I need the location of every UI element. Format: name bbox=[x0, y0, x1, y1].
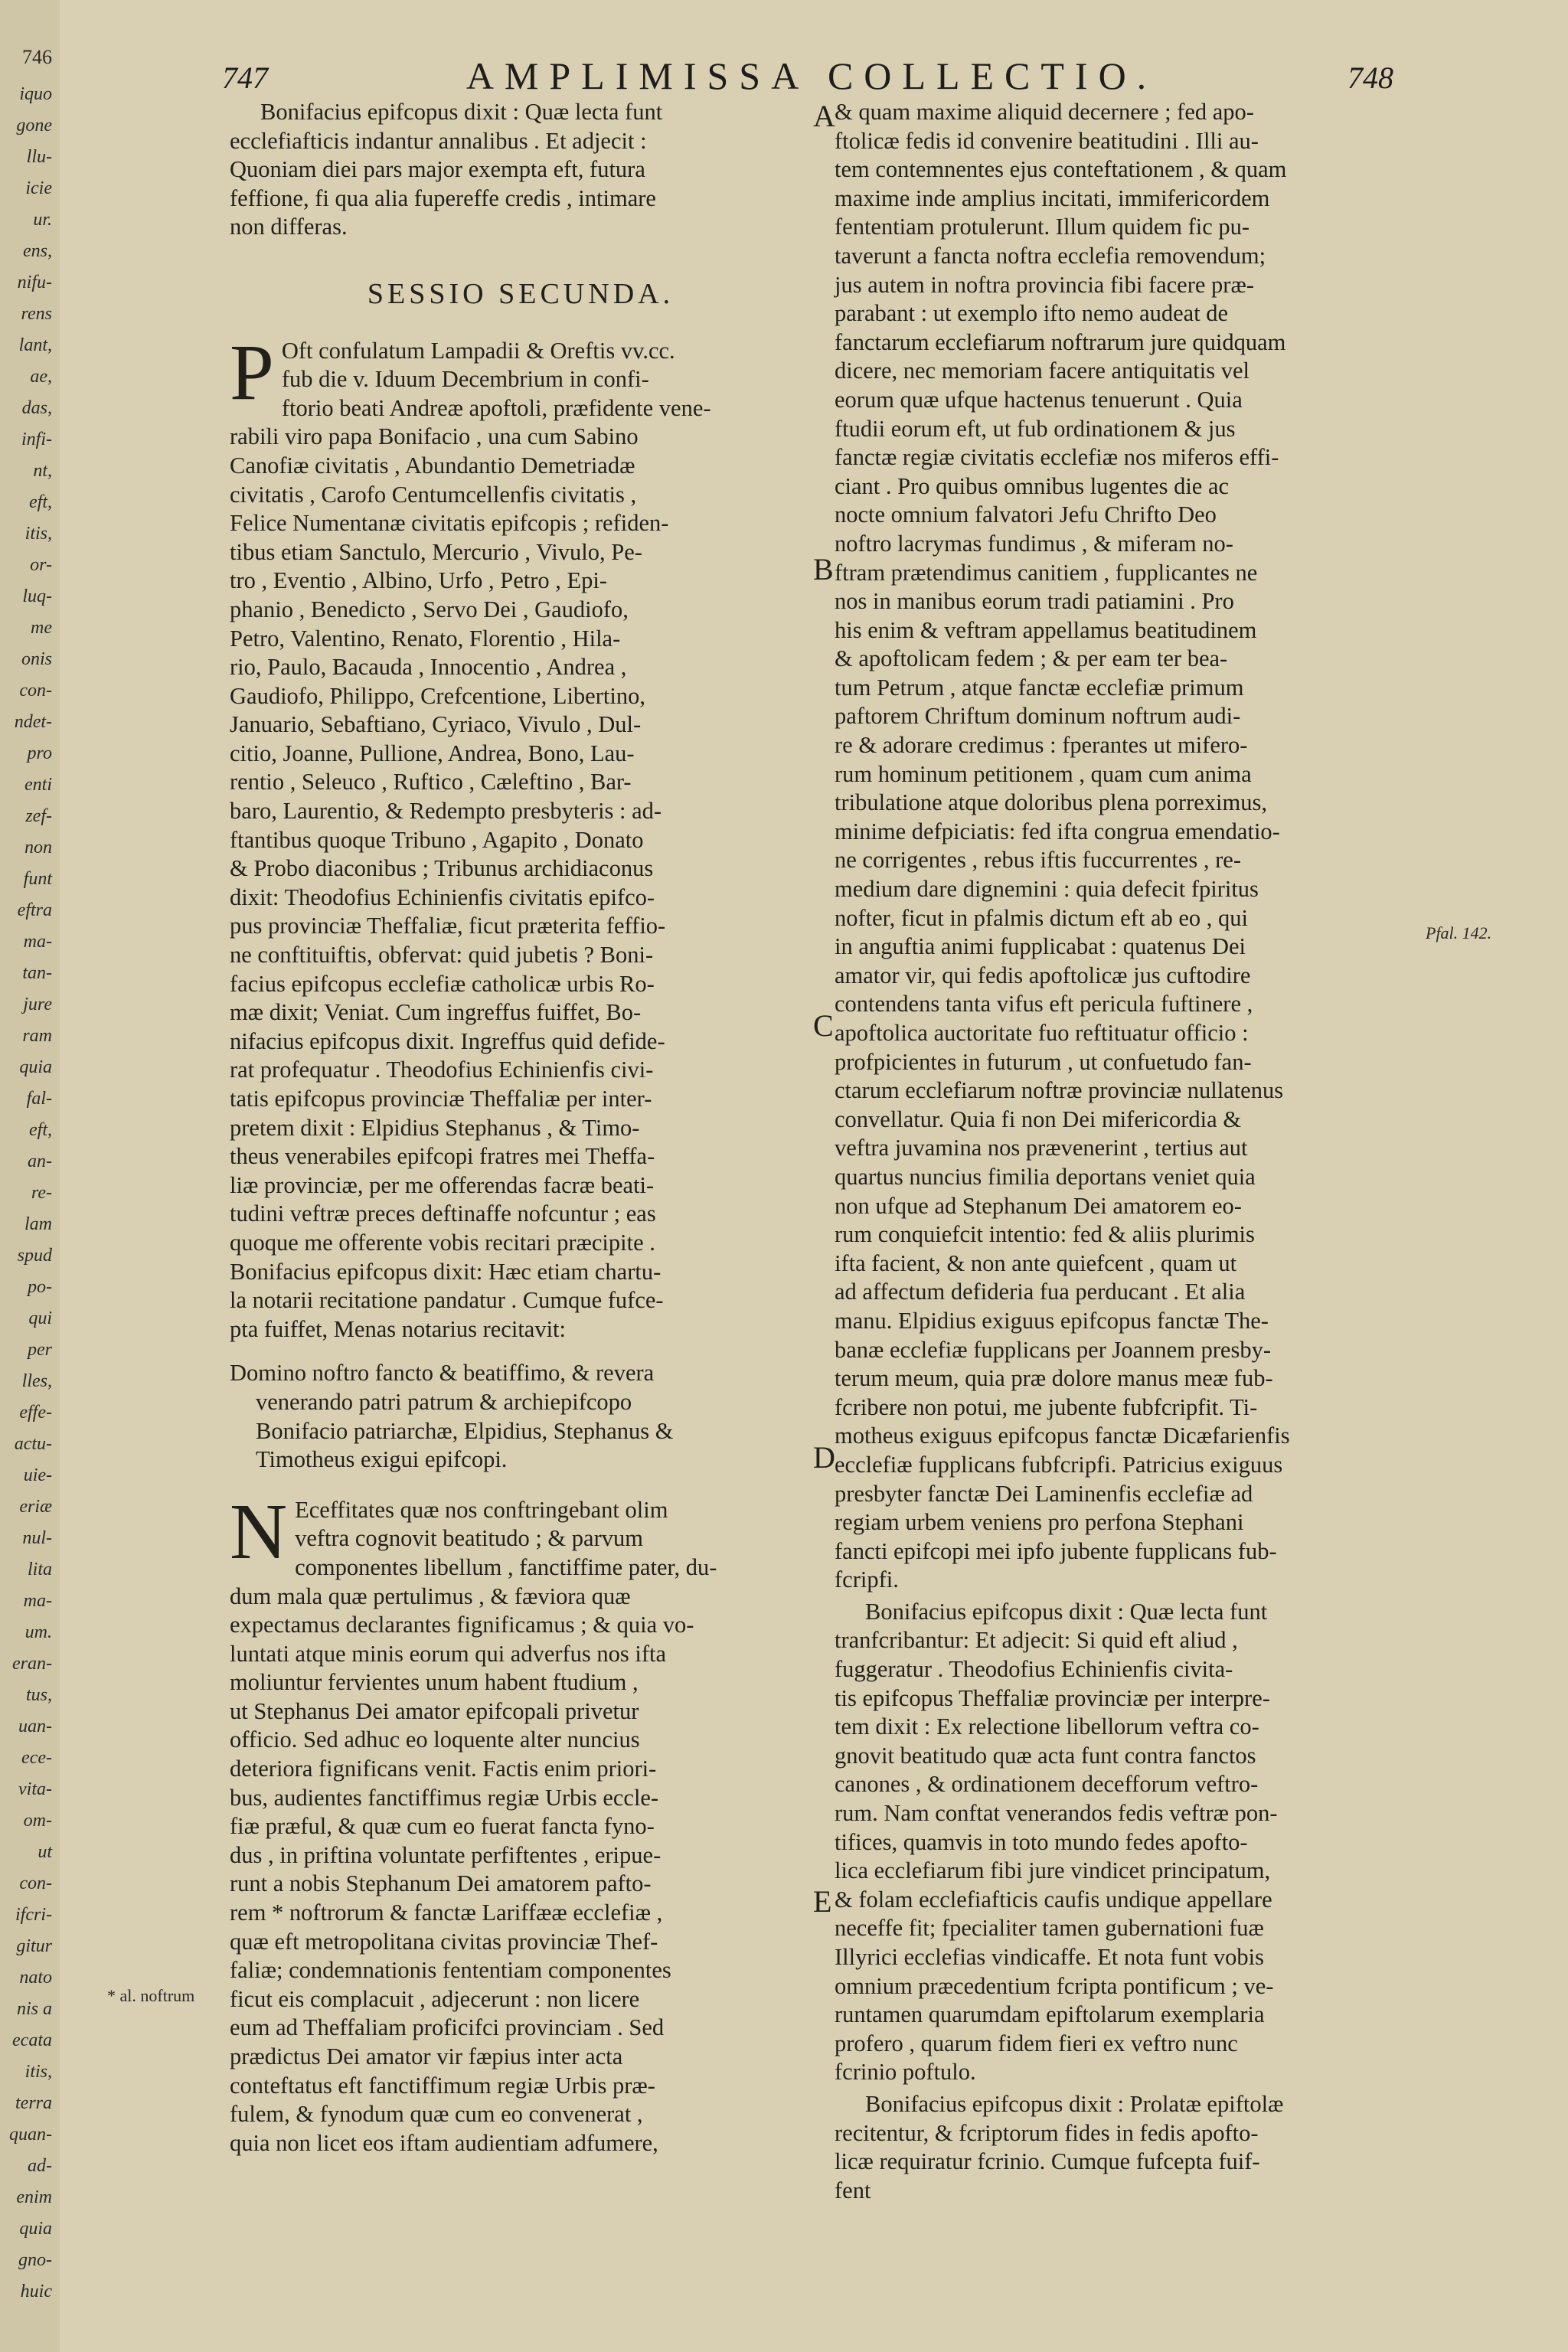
text-line: eum ad Theffaliam proficifci provinciam . Sed bbox=[230, 2014, 665, 2041]
text-line: tro , Eventio , Albino, Urfo , Petro , Epi- bbox=[230, 567, 608, 594]
previous-page-fragment: ur. bbox=[33, 210, 52, 230]
previous-page-fragment: llu- bbox=[26, 147, 52, 167]
text-line: ne corrigentes , rebus iftis fuccurrentes , re- bbox=[835, 847, 1241, 874]
previous-page-fragment: terra bbox=[15, 2093, 52, 2113]
text-line: feffione, fi qua alia fupereffe credis , intimare bbox=[230, 185, 656, 211]
letter-continuation bbox=[835, 98, 1416, 1595]
text-line: moliuntur fervientes unum habent ftudium , bbox=[230, 1669, 639, 1696]
previous-page-fragment: lles, bbox=[21, 1371, 52, 1391]
text-line: runtamen quarumdam epiftolarum exemplaria bbox=[835, 2001, 1265, 2028]
text-line: Gaudiofo, Philippo, Crefcentione, Libertino, bbox=[230, 682, 645, 709]
previous-page-fragment: gone bbox=[16, 116, 52, 136]
text-line: ftantibus quoque Tribuno , Agapito , Donato bbox=[230, 826, 644, 853]
text-line: profero , quarum fidem fieri ex veftro nunc bbox=[835, 2030, 1238, 2056]
running-title: AMPLIMISSA COLLECTIO. bbox=[466, 54, 1158, 97]
previous-page-fragment: nifu- bbox=[17, 273, 52, 292]
previous-page-fragment: eriæ bbox=[19, 1497, 52, 1517]
section-letter-b: B bbox=[813, 552, 834, 586]
text-line: fulem, & fynodum quæ cum eo convenerat , bbox=[230, 2101, 643, 2128]
previous-page-number: 746 bbox=[22, 46, 52, 68]
previous-page-fragment: ens, bbox=[23, 241, 52, 261]
previous-page-fragment: iquo bbox=[19, 84, 52, 104]
text-line: licæ requiratur fcrinio. Cumque fufcepta fuif- bbox=[835, 2148, 1260, 2175]
previous-page-fragment: pro bbox=[27, 743, 52, 763]
text-line: pus provinciæ Theffaliæ, ficut præterita feffio- bbox=[230, 913, 666, 939]
text-line: componentes libellum , fanctiffime pater, du- bbox=[295, 1553, 717, 1580]
text-line: recitentur, & fcriptorum fides in fedis apofto- bbox=[835, 2119, 1259, 2146]
text-line: dixit: Theodofius Echinienfis civitatis epifco- bbox=[230, 884, 655, 910]
text-line: ftram prætendimus canitiem , fupplicantes ne bbox=[835, 559, 1258, 586]
text-line: ftorio beati Andreæ apoftoli, præfidente vene- bbox=[281, 394, 711, 421]
previous-page-fragment: con- bbox=[19, 681, 52, 701]
text-line: maxime inde amplius incitati, immifericordem bbox=[835, 185, 1270, 211]
previous-page-fragment: nis a bbox=[16, 1999, 52, 2019]
previous-page-fragment: uie- bbox=[23, 1465, 52, 1485]
text-line: contendens tanta vifus eft pericula fuftinere , bbox=[835, 991, 1253, 1018]
text-line: ftudii eorum eft, ut fub ordinationem & jus bbox=[835, 415, 1236, 442]
text-line: Bonifacius epifcopus dixit : Prolatæ epiftolæ bbox=[865, 2090, 1284, 2117]
text-line: regiam urbem veniens pro perfona Stephani bbox=[835, 1509, 1244, 1536]
text-line: tatis epifcopus provinciæ Theffaliæ per inter- bbox=[230, 1086, 652, 1112]
previous-page-fragment: gno- bbox=[18, 2250, 52, 2270]
previous-page-fragment: tan- bbox=[22, 963, 52, 983]
previous-page-fragment: enti bbox=[24, 775, 52, 795]
text-line: theus venerabiles epifcopi fratres mei Theffa- bbox=[230, 1143, 655, 1170]
text-line: fcribere non potui, me jubente fubfcripfit. Ti- bbox=[835, 1393, 1258, 1420]
text-line: ecclefiafticis indantur annalibus . Et adjecit : bbox=[230, 127, 647, 154]
text-line: non differas. bbox=[230, 214, 348, 240]
text-line: eorum quæ ufque hactenus tenuerunt . Quia bbox=[835, 386, 1243, 413]
previous-page-fragment: con- bbox=[19, 1873, 52, 1893]
section-letter-c: C bbox=[813, 1008, 834, 1043]
text-line: ifta facient, & non ante quiefcent , quam ut bbox=[835, 1250, 1237, 1276]
previous-page-fragment: per bbox=[28, 1340, 52, 1360]
previous-page-fragment: me bbox=[31, 618, 52, 638]
text-line: Bonifacio patriarchæ, Elpidius, Stephanus & bbox=[256, 1417, 674, 1444]
previous-page-fragment: das, bbox=[21, 398, 52, 418]
previous-page-edge bbox=[0, 0, 62, 2352]
previous-page-fragment: ad- bbox=[28, 2156, 52, 2176]
text-line: liæ provinciæ, per me offerendas facræ beati- bbox=[230, 1171, 655, 1198]
text-line: jus autem in noftra provincia fibi facere præ- bbox=[835, 271, 1254, 298]
text-line: prædictus Dei amator vir fæpius inter acta bbox=[230, 2043, 623, 2069]
text-line: faliæ; condemnationis fententiam componentes bbox=[230, 1957, 671, 1984]
previous-page-fragment: nul- bbox=[22, 1528, 52, 1548]
text-line: apoftolica auctoritate fuo reftituatur officio : bbox=[835, 1020, 1249, 1046]
previous-page-fragment: ma- bbox=[23, 932, 52, 952]
text-line: & quam maxime aliquid decernere ; fed apo- bbox=[835, 99, 1254, 125]
text-line: fuggeratur . Theodofius Echinienfis civita- bbox=[835, 1656, 1233, 1683]
text-line: Canofiæ civitatis , Abundantio Demetriadæ bbox=[230, 452, 635, 479]
text-line: ficut eis complacuit , adjecerunt : non licere bbox=[230, 1985, 640, 2012]
text-line: canones , & ordinationem decefforum veftro- bbox=[835, 1771, 1259, 1798]
previous-page-fragment: ut bbox=[38, 1842, 52, 1862]
text-line: Bonifacius epifcopus dixit : Quæ lecta funt bbox=[260, 99, 663, 125]
text-line: nofter, ficut in pfalmis dictum eft ab eo , qui bbox=[835, 904, 1249, 931]
text-line: rat profequatur . Theodofius Echinienfis civi- bbox=[230, 1057, 654, 1083]
variant-reading-note: * al. noftrum bbox=[107, 1986, 195, 2005]
text-line: dus , in priftina voluntate perfiftentes , eripue- bbox=[230, 1841, 662, 1868]
text-line: rum conquiefcit intentio: fed & aliis plurimis bbox=[835, 1221, 1255, 1248]
text-line: tibus etiam Sanctulo, Mercurio , Vivulo, Pe- bbox=[230, 538, 642, 565]
text-line: fanctæ regiæ civitatis ecclefiæ nos miferos effi- bbox=[835, 444, 1279, 471]
text-line: veftra juvamina nos prævenerint , tertius aut bbox=[835, 1135, 1248, 1161]
previous-page-fragment: enim bbox=[16, 2187, 52, 2207]
letter-address bbox=[230, 1359, 812, 1474]
text-line: presbyter fanctæ Dei Laminenfis ecclefiæ ad bbox=[835, 1480, 1253, 1507]
text-line: baro, Laurentio, & Redempto presbyteris : ad- bbox=[230, 798, 662, 825]
previous-page-fragment: re- bbox=[31, 1183, 52, 1203]
text-line: pta fuiffet, Menas notarius recitavit: bbox=[230, 1315, 567, 1342]
previous-page-fragment: icie bbox=[25, 178, 52, 198]
text-line: gnovit beatitudo quæ acta funt contra fanctos bbox=[835, 1742, 1256, 1769]
text-line: non ufque ad Stephanum Dei amatorem eo- bbox=[835, 1192, 1242, 1219]
text-line: & Probo diaconibus ; Tribunus archidiaconus bbox=[230, 855, 654, 882]
previous-page-fragment: nt, bbox=[33, 461, 52, 481]
previous-page-fragment: om- bbox=[23, 1811, 52, 1831]
text-line: rentio , Seleuco , Ruftico , Cæleftino , Bar- bbox=[230, 769, 632, 795]
intro-paragraph bbox=[230, 98, 812, 242]
previous-page-fragment: nato bbox=[19, 1968, 52, 1988]
text-line: fententiam protulerunt. Illum quidem fic pu- bbox=[835, 214, 1250, 240]
text-line: conteftatus eft fanctiffimum regiæ Urbis præ- bbox=[230, 2072, 655, 2099]
previous-page-fragment: ndet- bbox=[14, 712, 52, 732]
text-line: his enim & veftram appellamus beatitudinem bbox=[835, 616, 1257, 643]
previous-page-fragment: onis bbox=[21, 649, 52, 669]
previous-page-fragment: uan- bbox=[18, 1717, 52, 1736]
text-line: phanio , Benedicto , Servo Dei , Gaudiofo, bbox=[230, 596, 629, 622]
text-line: nocte omnium falvatori Jefu Chrifto Deo bbox=[835, 501, 1217, 528]
previous-page-fragment: or- bbox=[30, 555, 52, 575]
text-line: fancti epifcopi mei ipfo jubente fupplicans fub- bbox=[835, 1537, 1277, 1564]
left-column bbox=[230, 98, 812, 2158]
text-line: dum mala quæ pertulimus , & fæviora quæ bbox=[230, 1583, 631, 1609]
text-line: Bonifacius epifcopus dixit : Quæ lecta funt bbox=[865, 1598, 1268, 1625]
text-line: ftolicæ fedis id convenire beatitudini . Illi au- bbox=[835, 127, 1259, 154]
previous-page-fragment: eran- bbox=[12, 1654, 52, 1674]
text-line: venerando patri patrum & archiepifcopo bbox=[256, 1388, 632, 1415]
previous-page-fragment: itis, bbox=[24, 2062, 52, 2082]
text-line: neceffe fit; fpecialiter tamen gubernationi fuæ bbox=[835, 1915, 1264, 1942]
previous-page-fragment: tus, bbox=[25, 1685, 52, 1705]
text-line: amator vir, qui fedis apoftolicæ jus cuftodire bbox=[835, 962, 1251, 988]
text-line: fcripfi. bbox=[835, 1566, 899, 1593]
text-line: runt a nobis Stephanum Dei amatorem pafto- bbox=[230, 1870, 652, 1897]
text-line: fub die v. Iduum Decembrium in confi- bbox=[281, 366, 649, 393]
text-line: tribulatione atque doloribus plena porreximus, bbox=[835, 789, 1267, 816]
text-line: la notarii recitatione pandatur . Cumque fufce- bbox=[230, 1287, 664, 1314]
text-line: in anguftia animi fupplicabat : quatenus Dei bbox=[835, 933, 1246, 960]
previous-page-fragment: vita- bbox=[18, 1779, 52, 1799]
text-line: ecclefiæ fupplicans fubfcripfi. Patricius exiguus bbox=[835, 1451, 1283, 1478]
drop-cap-n: N bbox=[230, 1487, 288, 1576]
text-line: nifacius epifcopus dixit. Ingreffus quid defide- bbox=[230, 1027, 665, 1054]
text-line: facius epifcopus ecclefiæ catholicæ urbis Ro- bbox=[230, 970, 655, 997]
text-line: fanctarum ecclefiarum noftrarum jure quidquam bbox=[835, 328, 1286, 355]
text-line: ciant . Pro quibus omnibus lugentes die ac bbox=[835, 472, 1230, 499]
previous-page-fragment: non bbox=[24, 838, 52, 858]
text-line: tranfcribantur: Et adjecit: Si quid eft aliud , bbox=[835, 1627, 1238, 1654]
text-line: fent bbox=[835, 2177, 871, 2203]
previous-page-fragment: quia bbox=[19, 2219, 52, 2239]
previous-page-fragment: effe- bbox=[19, 1403, 52, 1423]
previous-page-fragment: um. bbox=[24, 1622, 52, 1642]
text-line: medium dare dignemini : quia defecit fpiritus bbox=[835, 876, 1259, 903]
text-line: banæ ecclefiæ fupplicans per Joannem presby- bbox=[835, 1336, 1271, 1363]
previous-page-fragment: lam bbox=[24, 1214, 52, 1234]
text-line: tudini veftræ preces deftinaffe nofcuntur ; eas bbox=[230, 1200, 656, 1227]
text-line: motheus exiguus epifcopus fanctæ Dicæfarienfis bbox=[835, 1423, 1290, 1449]
text-line: Felice Numentanæ civitatis epifcopis ; refiden- bbox=[230, 510, 669, 537]
letter-paragraph bbox=[230, 1487, 812, 2158]
text-line: minime defpiciatis: fed ifta congrua emendatio- bbox=[835, 818, 1280, 844]
session-paragraph bbox=[230, 328, 812, 1344]
text-line: officio. Sed adhuc eo loquente alter nuncius bbox=[230, 1726, 640, 1753]
previous-page-fragment: ece- bbox=[21, 1748, 52, 1768]
previous-page-fragment: ae, bbox=[30, 367, 52, 387]
text-line: profpicientes in futurum , ut confuetudo fan- bbox=[835, 1048, 1252, 1075]
text-line: noftro lacrymas fundimus , & miferam no- bbox=[835, 530, 1233, 557]
text-line: ut Stephanus Dei amator epifcopali privetur bbox=[230, 1697, 639, 1724]
right-column bbox=[835, 98, 1416, 2205]
previous-page-fragment: ram bbox=[22, 1026, 52, 1046]
previous-page-fragment: eftra bbox=[17, 900, 52, 920]
text-line: veftra cognovit beatitudo ; & parvum bbox=[295, 1525, 643, 1552]
text-line: manu. Elpidius exiguus epifcopus fanctæ The- bbox=[835, 1307, 1269, 1334]
text-line: nos in manibus eorum tradi patiamini . Pro bbox=[835, 588, 1234, 615]
text-line: luntati atque minis eorum qui adverfus nos ifta bbox=[230, 1640, 667, 1667]
text-line: paftorem Chriftum dominum noftrum audi- bbox=[835, 703, 1241, 730]
text-line: rabili viro papa Bonifacio , una cum Sabino bbox=[230, 423, 639, 450]
previous-page-fragment: quan- bbox=[9, 2125, 52, 2145]
text-line: Timotheus exigui epifcopi. bbox=[256, 1446, 508, 1473]
text-line: Illyrici ecclefias vindicaffe. Et nota funt vobis bbox=[835, 1944, 1264, 1970]
text-line: bus, audientes fanctiffimus regiæ Urbis eccle- bbox=[230, 1784, 659, 1811]
text-line: omnium præcedentium fcripta pontificum ; ve- bbox=[835, 1972, 1274, 1999]
text-line: re & adorare credimus : fperantes ut mifero- bbox=[835, 732, 1248, 759]
text-line: rio, Paulo, Bacauda , Innocentio , Andrea , bbox=[230, 654, 627, 681]
text-line: ne conftituiftis, obfervat: quid jubetis ? Boni- bbox=[230, 942, 654, 969]
text-line: Bonifacius epifcopus dixit: Hæc etiam chartu- bbox=[230, 1258, 662, 1285]
text-line: Oft confulatum Lampadii & Oreftis vv.cc. bbox=[281, 337, 675, 364]
previous-page-fragment: eft, bbox=[29, 492, 52, 512]
previous-page-fragment: rens bbox=[21, 304, 52, 324]
text-line: deteriora fignificans venit. Factis enim priori- bbox=[230, 1756, 657, 1782]
text-line: expectamus declarantes fignificamus ; & quia vo- bbox=[230, 1612, 694, 1638]
text-line: tem contemnentes ejus conteftationem , & quam bbox=[835, 156, 1287, 183]
text-line: & folam ecclefiafticis caufis undique appellare bbox=[835, 1886, 1272, 1913]
text-line: civitatis , Carofo Centumcellenfis civitatis , bbox=[230, 481, 637, 508]
text-line: quoque me offerente vobis recitari præcipite . bbox=[230, 1229, 655, 1256]
text-line: fiæ præful, & quæ cum eo fuerat fancta fyno- bbox=[230, 1813, 655, 1840]
bonifacius-reply-paragraph bbox=[835, 1598, 1416, 2087]
text-line: tum Petrum , atque fanctæ ecclefiæ primum bbox=[835, 674, 1244, 701]
text-line: dicere, nec memoriam facere antiquitatis vel bbox=[835, 358, 1250, 384]
previous-page-fragment: ifcri- bbox=[15, 1905, 52, 1925]
text-line: convellatur. Quia fi non Dei mifericordia & bbox=[835, 1106, 1242, 1132]
previous-page-fragment: jure bbox=[23, 995, 52, 1014]
text-line: citio, Joanne, Pullione, Andrea, Bono, Lau- bbox=[230, 740, 635, 766]
section-letter-e: E bbox=[813, 1884, 832, 1919]
text-line: rum. Nam conftat venerandos fedis veftræ pon- bbox=[835, 1800, 1278, 1827]
previous-page-fragment: eft, bbox=[29, 1120, 52, 1140]
previous-page-fragment: gitur bbox=[16, 1936, 52, 1956]
text-line: ad affectum defideria fua perducant . Et alia bbox=[835, 1279, 1246, 1305]
text-line: mæ dixit; Veniat. Cum ingreffus fuiffet, Bo- bbox=[230, 999, 642, 1026]
text-line: tem dixit : Ex relectione libellorum veftra co- bbox=[835, 1713, 1259, 1740]
epistles-paragraph bbox=[835, 2090, 1416, 2205]
previous-page-fragment: funt bbox=[23, 869, 52, 889]
previous-page-fragment: zef- bbox=[25, 806, 52, 826]
text-line: lica ecclefiarum fibi jure vindicet principatum, bbox=[835, 1857, 1271, 1884]
text-line: rem * noftrorum & fanctæ Lariffææ ecclefiæ , bbox=[230, 1900, 663, 1926]
psalm-reference-note: Pfal. 142. bbox=[1426, 923, 1492, 942]
previous-page-fragment: qui bbox=[28, 1308, 52, 1328]
text-line: taverunt a fancta noftra ecclefia removendum; bbox=[835, 242, 1266, 269]
right-page-number: 748 bbox=[1348, 60, 1393, 95]
text-line: terum meum, quia præ dolore manus meæ fub- bbox=[835, 1365, 1273, 1392]
text-line: fcrinio poftulo. bbox=[835, 2059, 976, 2086]
text-line: Quoniam diei pars major exempta eft, futura bbox=[230, 156, 645, 183]
text-line: & apoftolicam fedem ; & per eam ter bea- bbox=[835, 645, 1228, 672]
previous-page-fragment: infi- bbox=[21, 430, 52, 449]
previous-page-fragment: quia bbox=[19, 1057, 52, 1077]
text-line: tifices, quamvis in toto mundo fedes apofto- bbox=[835, 1828, 1248, 1855]
previous-page-fragment: actu- bbox=[14, 1434, 52, 1454]
previous-page-fragment: an- bbox=[28, 1152, 52, 1171]
text-line: quartus nuncius fimilia deportans veniet quia bbox=[835, 1163, 1256, 1190]
section-letter-d: D bbox=[813, 1440, 835, 1475]
text-line: ctarum ecclefiarum noftræ provinciæ nullatenus bbox=[835, 1077, 1284, 1104]
text-line: Eceffitates quæ nos conftringebant olim bbox=[295, 1496, 668, 1523]
text-line: quia non licet eos iftam audientiam adfumere, bbox=[230, 2129, 658, 2156]
text-line: Januario, Sebaftiano, Cyriaco, Vivulo , Dul- bbox=[230, 711, 642, 738]
previous-page-fragment: luq- bbox=[22, 586, 52, 606]
text-line: Petro, Valentino, Renato, Florentio , Hila- bbox=[230, 625, 621, 652]
text-line: tis epifcopus Theffaliæ provinciæ per interpre- bbox=[835, 1684, 1270, 1711]
previous-page-fragment: itis, bbox=[24, 524, 52, 544]
drop-cap-p: P bbox=[230, 328, 274, 416]
previous-page-fragment: huic bbox=[20, 2282, 52, 2301]
previous-page-fragment: fal- bbox=[26, 1089, 52, 1109]
previous-page-fragment: lita bbox=[27, 1560, 52, 1579]
previous-page-fragment: ma- bbox=[23, 1591, 52, 1611]
section-letter-a: A bbox=[813, 99, 835, 133]
previous-page-fragment: po- bbox=[28, 1277, 52, 1297]
left-page-number: 747 bbox=[222, 60, 268, 95]
previous-page-fragment: spud bbox=[17, 1246, 52, 1266]
text-line: quæ eft metropolitana civitas provinciæ Thef- bbox=[230, 1928, 658, 1955]
text-line: Domino noftro fancto & beatiffimo, & revera bbox=[230, 1360, 655, 1387]
session-heading: SESSIO SECUNDA. bbox=[367, 277, 675, 310]
text-line: parabant : ut exemplo ifto nemo audeat de bbox=[835, 300, 1229, 327]
previous-page-fragment: ecata bbox=[12, 2030, 52, 2050]
text-line: rum hominum petitionem , quam cum anima bbox=[835, 760, 1252, 787]
previous-page-fragment: lant, bbox=[18, 335, 52, 355]
text-line: pretem dixit : Elpidius Stephanus , & Timo- bbox=[230, 1114, 640, 1141]
